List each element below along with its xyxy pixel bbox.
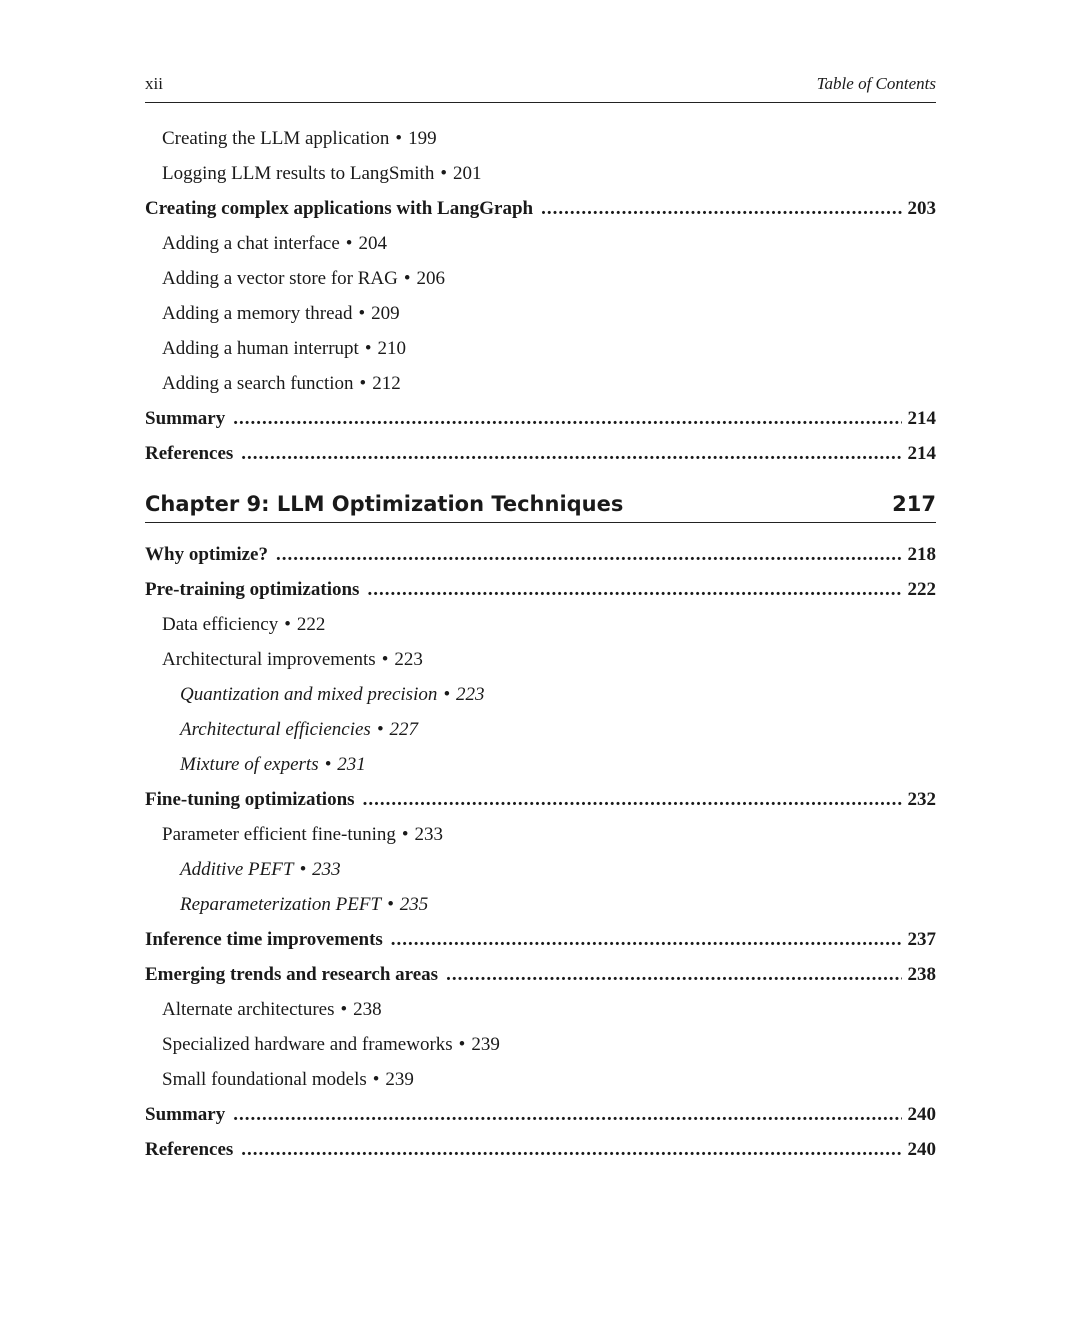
toc-entry[interactable] [145,1062,936,1097]
bullet-separator: • [443,684,451,705]
toc-entry-page: 237 [907,929,936,950]
toc-entry-title: Pre-training optimizations [145,579,360,600]
toc-entry-page: 239 [471,1034,500,1055]
toc-entry-page: 223 [456,684,485,705]
bullet-separator: • [381,649,389,670]
toc-entry[interactable] [145,1027,936,1062]
bullet-separator: • [376,719,384,740]
bullet-separator: • [340,999,348,1020]
toc-entry-page: 233 [414,824,444,845]
toc-entry-title: Summary [145,1104,226,1125]
bullet-separator: • [440,163,447,184]
bullet-separator: • [372,1069,380,1090]
chapter-title: Chapter 9: LLM Optimization Techniques [145,492,624,516]
toc-entry-page: 239 [385,1069,414,1090]
toc-entry[interactable] [145,296,936,331]
toc-entry[interactable] [145,957,936,992]
dot-leader [541,191,901,226]
toc-entry[interactable] [145,1097,936,1132]
toc-entry[interactable] [145,887,936,922]
toc-entry[interactable] [145,677,936,712]
toc-entry-title: Adding a search function [162,373,354,394]
toc-entry-page: 222 [296,614,326,635]
toc-entry-page: 204 [358,233,387,254]
chapter-page-number: 217 [892,492,936,516]
toc-entry-title: Emerging trends and research areas [145,964,439,985]
toc-entry[interactable] [145,642,936,677]
toc-entry-title: Data efficiency [162,614,279,635]
toc-entry-page: 235 [399,894,429,915]
toc-entry-page: 233 [312,859,341,880]
toc-entry-page: 240 [907,1139,936,1160]
toc-entry[interactable] [145,607,936,642]
toc-entry-page: 206 [416,268,446,289]
bullet-separator: • [324,754,332,775]
toc-entry[interactable] [145,261,936,296]
page-number: xii [145,74,163,93]
toc-list-before-chapter [145,121,936,471]
toc-entry-page: 223 [394,649,423,670]
toc-entry[interactable] [145,366,936,401]
bullet-separator: • [364,338,372,359]
toc-entry[interactable] [145,712,936,747]
toc-entry-title: Parameter efficient fine-tuning [162,824,396,845]
bullet-separator: • [395,128,403,149]
toc-entry-title: Reparameterization PEFT [180,894,382,915]
toc-entry[interactable] [145,436,936,471]
toc-entry[interactable] [145,922,936,957]
running-header-title: Table of Contents [816,74,936,93]
toc-entry-page: 218 [907,544,936,565]
toc-entry-title: Adding a human interrupt [162,338,359,359]
toc-entry[interactable] [145,817,936,852]
toc-entry-title: Quantization and mixed precision [180,684,438,705]
toc-entry-page: 214 [907,443,936,464]
toc-entry-title: Architectural efficiencies [180,719,371,740]
bullet-separator: • [358,303,366,324]
toc-entry[interactable] [145,401,936,436]
dot-leader [241,436,901,471]
bullet-separator: • [387,894,394,915]
dot-leader [446,957,901,992]
toc-entry-title: Alternate architectures [162,999,335,1020]
toc-entry-title: Creating the LLM application [162,128,390,149]
toc-entry[interactable] [145,747,936,782]
toc-entry-page: 209 [371,303,400,324]
toc-entry-page: 240 [907,1104,936,1125]
toc-list-chapter-9 [145,537,936,1167]
toc-entry-page: 232 [907,789,936,810]
toc-entry-title: Small foundational models [162,1069,367,1090]
toc-entry-title: Architectural improvements [162,649,376,670]
bullet-separator: • [345,233,353,254]
toc-entry[interactable] [145,156,936,191]
toc-entry-title: Adding a memory thread [162,303,353,324]
running-header [145,70,936,103]
toc-entry[interactable] [145,572,936,607]
toc-entry-page: 227 [389,719,418,740]
toc-entry[interactable] [145,852,936,887]
toc-entry-page: 203 [907,198,936,219]
toc-entry-title: Inference time improvements [145,929,383,950]
toc-entry-page: 238 [353,999,382,1020]
toc-entry-page: 210 [377,338,406,359]
toc-entry[interactable] [145,226,936,261]
toc-entry-page: 212 [372,373,401,394]
toc-entry[interactable] [145,537,936,572]
toc-entry-page: 231 [337,754,366,775]
toc-entry-page: 214 [907,408,936,429]
toc-entry-page: 199 [408,128,437,149]
dot-leader [276,537,902,572]
toc-entry[interactable] [145,1132,936,1167]
toc-entry-page: 222 [907,579,936,600]
dot-leader [367,572,901,607]
bullet-separator: • [359,373,367,394]
bullet-separator: • [401,824,409,845]
dot-leader [363,782,902,817]
dot-leader [233,1097,901,1132]
bullet-separator: • [403,268,411,289]
bullet-separator: • [458,1034,466,1055]
bullet-separator: • [284,614,291,635]
toc-entry-title: Logging LLM results to LangSmith [162,163,435,184]
bullet-separator: • [299,859,307,880]
toc-entry-title: Mixture of experts [180,754,319,775]
toc-entry-title: Why optimize? [145,544,268,565]
dot-leader [233,401,901,436]
toc-entry[interactable] [145,782,936,817]
toc-entry[interactable] [145,992,936,1027]
dot-leader [241,1132,901,1167]
toc-entry-page: 201 [452,163,482,184]
toc-entry-title: Creating complex applications with LangGraph [145,198,534,219]
chapter-heading[interactable] [145,488,936,523]
toc-entry[interactable] [145,331,936,366]
toc-entry[interactable] [145,121,936,156]
toc-entry-title: Adding a vector store for RAG [162,268,398,289]
toc-entry-title: Adding a chat interface [162,233,340,254]
toc-entry-title: Specialized hardware and frameworks [162,1034,453,1055]
toc-entry-title: References [145,443,234,464]
toc-entry-page: 238 [907,964,936,985]
dot-leader [391,922,902,957]
toc-entry-title: Fine-tuning optimizations [145,789,355,810]
toc-entry-title: References [145,1139,234,1160]
toc-entry-title: Summary [145,408,226,429]
toc-entry[interactable] [145,191,936,226]
toc-entry-title: Additive PEFT [180,859,294,880]
